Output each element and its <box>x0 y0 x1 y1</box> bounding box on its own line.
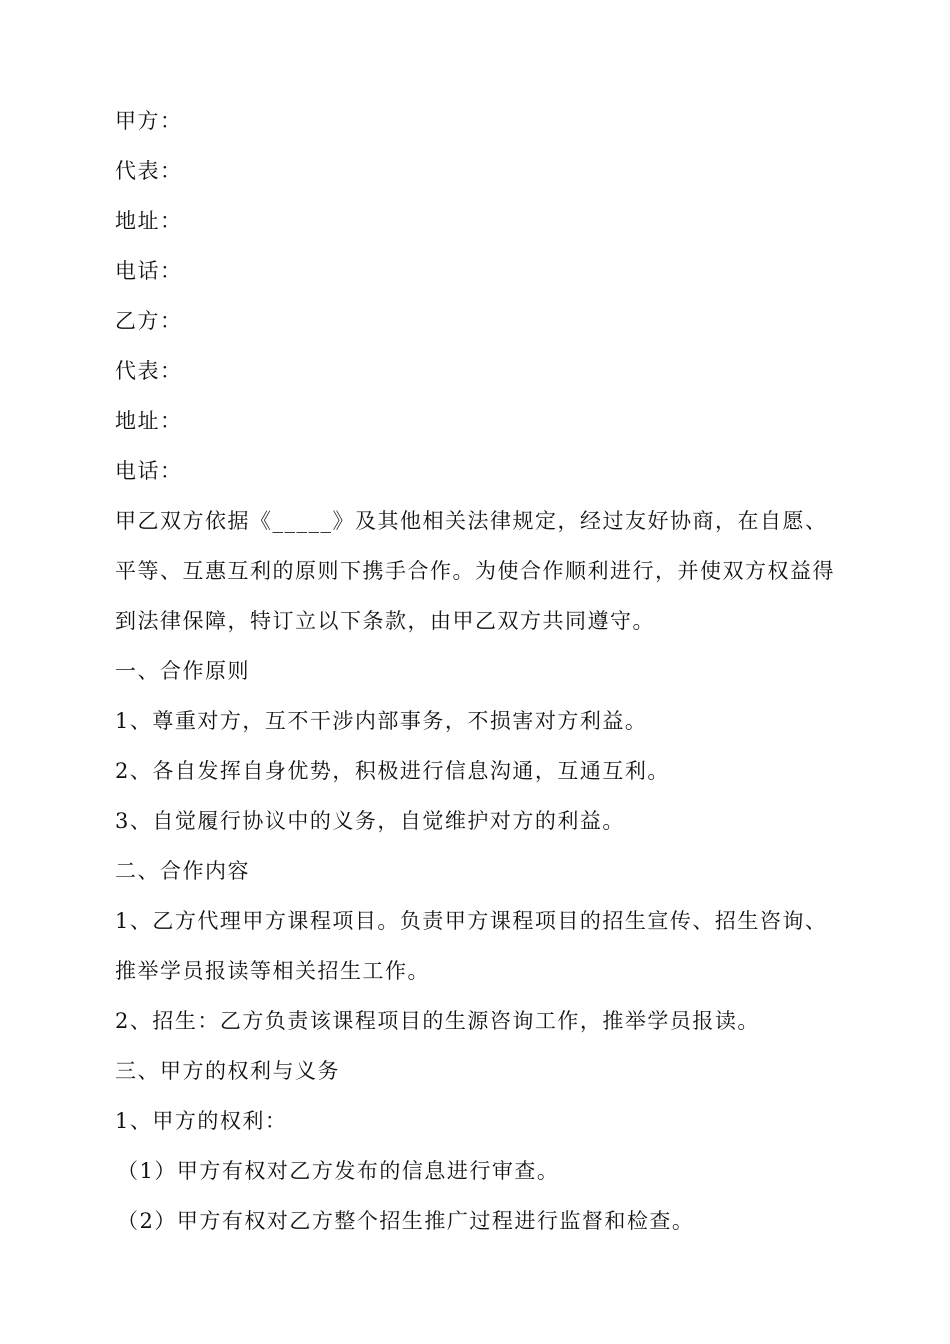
party-b-address: 地址： <box>115 409 183 433</box>
party-a-phone: 电话： <box>115 259 183 283</box>
section-1-item: 1、尊重对方，互不干涉内部事务，不损害对方利益。 <box>115 709 648 733</box>
party-b-rep: 代表： <box>115 359 183 383</box>
preamble-line: 甲乙双方依据《_____》及其他相关法律规定，经过友好协商，在自愿、 <box>115 509 828 533</box>
section-1-item: 2、各自发挥自身优势，积极进行信息沟通，互通互利。 <box>115 759 670 783</box>
section-3-subtitle: 1、甲方的权利： <box>115 1109 288 1133</box>
preamble-line: 平等、互惠互利的原则下携手合作。为使合作顺利进行，并使双方权益得 <box>115 559 835 583</box>
section-3-title: 三、甲方的权利与义务 <box>115 1059 340 1083</box>
section-2-item-2: 2、招生：乙方负责该课程项目的生源咨询工作，推举学员报读。 <box>115 1009 760 1033</box>
party-a-rep: 代表： <box>115 159 183 183</box>
section-3-item: （1）甲方有权对乙方发布的信息进行审查。 <box>117 1159 560 1183</box>
party-a-address: 地址： <box>115 209 183 233</box>
party-b-phone: 电话： <box>115 459 183 483</box>
contract-page <box>115 104 845 1254</box>
preamble-paragraph <box>115 504 845 654</box>
section-3-item: （2）甲方有权对乙方整个招生推广过程进行监督和检查。 <box>117 1209 695 1233</box>
section-2-item-1-line: 1、乙方代理甲方课程项目。负责甲方课程项目的招生宣传、招生咨询、 <box>115 909 828 933</box>
section-1-item: 3、自觉履行协议中的义务，自觉维护对方的利益。 <box>115 809 625 833</box>
party-a-label: 甲方： <box>115 109 183 133</box>
preamble-line: 到法律保障，特订立以下条款，由甲乙双方共同遵守。 <box>115 609 655 633</box>
party-b-label: 乙方： <box>115 309 183 333</box>
section-1-title: 一、合作原则 <box>115 659 250 683</box>
section-2-item-1-line: 推举学员报读等相关招生工作。 <box>115 959 430 983</box>
section-2-title: 二、合作内容 <box>115 859 250 883</box>
